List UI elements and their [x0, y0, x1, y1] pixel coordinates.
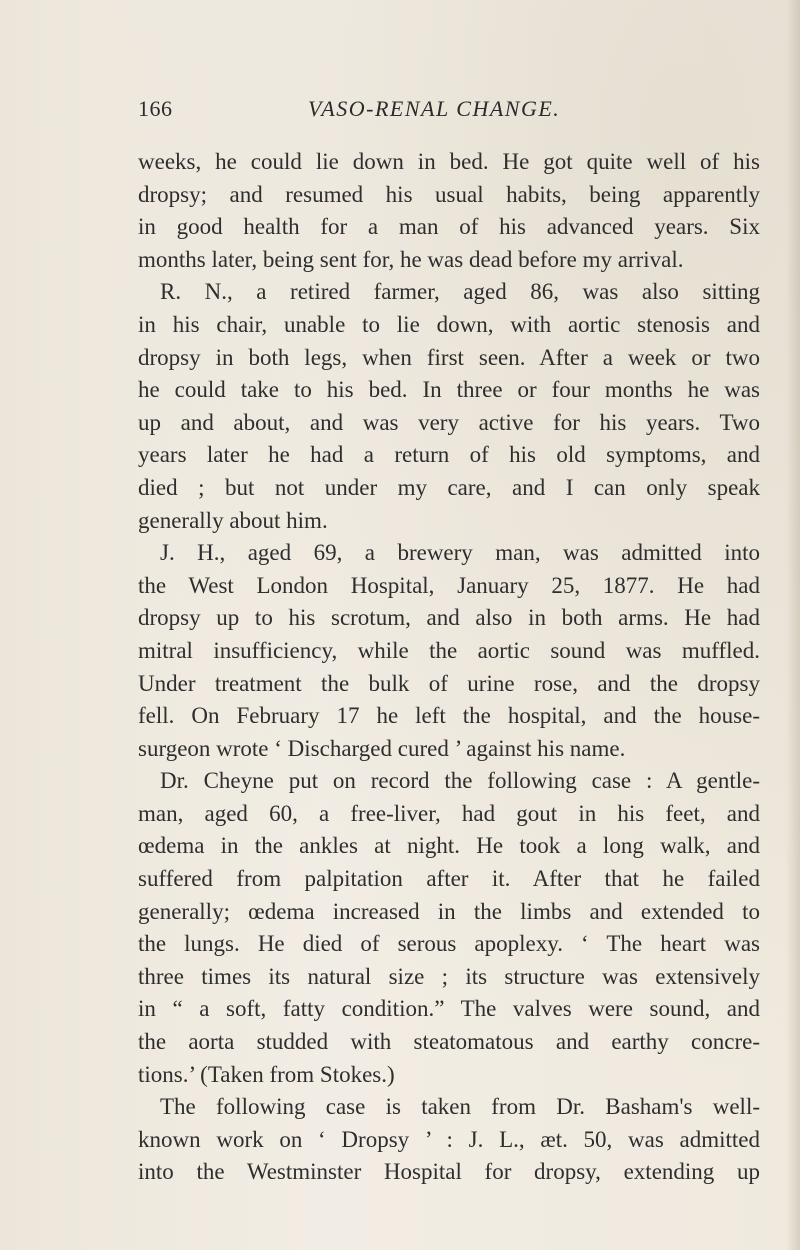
text-line: suffered from palpitation after it. After that he failed	[138, 866, 760, 892]
text-line: dropsy; and resumed his usual habits, being apparently	[138, 181, 760, 207]
text-line: generally about him.	[138, 507, 328, 533]
page-edge-shadow	[786, 0, 800, 1250]
text-line: man, aged 60, a free-liver, had gout in his feet, and	[138, 800, 760, 826]
text-line: J. H., aged 69, a brewery man, was admitted into	[160, 540, 760, 566]
text-line: Dr. Cheyne put on record the following case : A gentle-	[160, 768, 760, 794]
text-line: R. N., a retired farmer, aged 86, was also sitting	[160, 279, 760, 305]
text-line: in good health for a man of his advanced years. Six	[138, 214, 760, 240]
running-title: VASO-RENAL CHANGE.	[308, 96, 561, 121]
page-header	[138, 96, 758, 136]
text-line: years later he had a return of his old symptoms, and	[138, 442, 760, 468]
text-line: known work on ‘ Dropsy ’ : J. L., æt. 50, was admitted	[138, 1126, 760, 1152]
text-line: up and about, and was very active for his years. Two	[138, 409, 760, 435]
text-line: weeks, he could lie down in bed. He got quite well of his	[138, 149, 760, 174]
text-line: dropsy in both legs, when first seen. After a week or two	[138, 344, 760, 370]
text-line: the West London Hospital, January 25, 1877. He had	[138, 572, 760, 598]
page-number: 166	[138, 96, 173, 121]
text-line: three times its natural size ; its structure was extensively	[138, 963, 760, 989]
text-line: tions.’ (Taken from Stokes.)	[138, 1061, 395, 1087]
text-line: mitral insufficiency, while the aortic sound was muffled.	[138, 637, 760, 663]
text-line: The following case is taken from Dr. Basham's well-	[160, 1094, 760, 1120]
text-line: generally; œdema increased in the limbs and extended to	[138, 898, 760, 924]
text-line: died ; but not under my care, and I can only speak	[138, 474, 760, 500]
body-text	[138, 146, 760, 1189]
text-line: he could take to his bed. In three or four months he was	[138, 377, 760, 403]
text-line: months later, being sent for, he was dead before my arrival.	[138, 246, 684, 272]
text-line: in “ a soft, fatty condition.” The valves were sound, and	[138, 996, 760, 1022]
text-line: the lungs. He died of serous apoplexy. ‘ The heart was	[138, 931, 760, 957]
text-line: Under treatment the bulk of urine rose, and the dropsy	[138, 670, 760, 696]
text-line: surgeon wrote ‘ Discharged cured ’ against his name.	[138, 735, 626, 761]
text-line: into the Westminster Hospital for dropsy, extending up	[138, 1159, 760, 1185]
text-line: in his chair, unable to lie down, with aortic stenosis and	[138, 311, 760, 337]
text-line: œdema in the ankles at night. He took a long walk, and	[138, 833, 760, 859]
text-line: dropsy up to his scrotum, and also in both arms. He had	[138, 605, 760, 631]
text-line: the aorta studded with steatomatous and earthy concre-	[138, 1029, 760, 1055]
text-line: fell. On February 17 he left the hospital, and the house-	[138, 703, 760, 729]
